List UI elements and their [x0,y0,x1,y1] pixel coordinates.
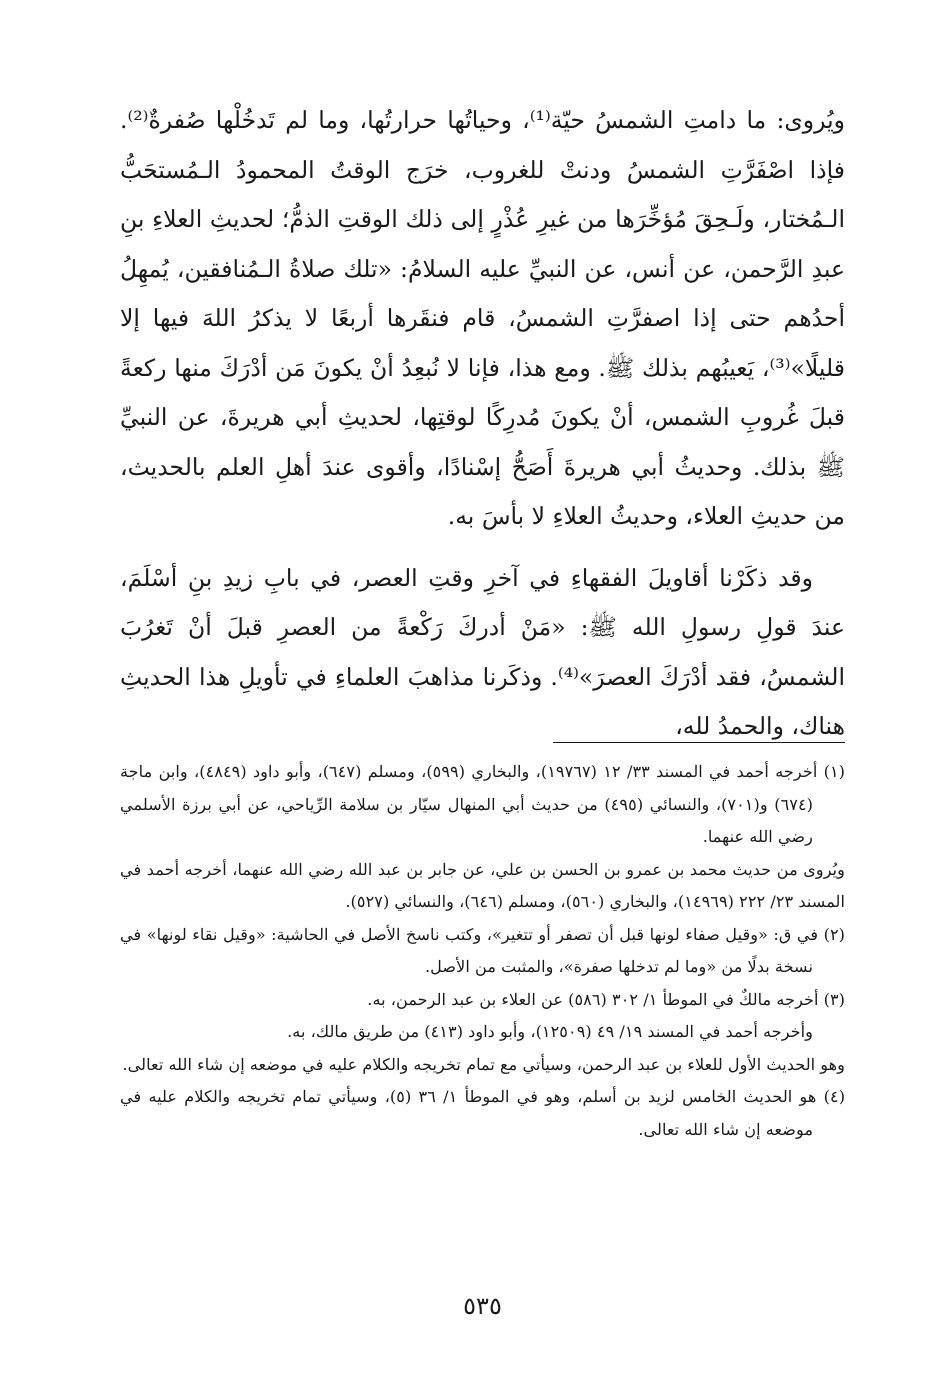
main-text [120,96,845,752]
main-paragraph-2: وقد ذكَرْنا أقاويلَ الفقهاءِ في آخرِ وقتِ العصر، في بابِ زيدِ بنِ أسْلَمَ، عندَ قولِ رسولِ الله ﷺ: «مَنْ أدركَ رَكْعةً من العصرِ قبلَ أنْ تَغرُبَ الشمسُ، فقد أدْرَكَ العصرَ»⁽⁴⁾. وذكَرنا مذاهبَ العلماءِ في تأويلِ هذا الحديثِ هناك، والحمدُ لله، [120,563,845,740]
footnotes [120,756,845,1146]
footnote-1: (١) أخرجه أحمد في المسند ٣٣/ ١٢ (١٩٧٦٧)، والبخاري (٥٩٩)، ومسلم (٦٤٧)، وأبو داود (٤٨٤٩)، وابن ماجة (٦٧٤) و(٧٠١)، والنسائي (٤٩٥) من حديث أبي المنهال سيّار بن سلامة الرِّياحي، عن أبي برزة الأسلمي رضي الله عنهما. [120,762,845,846]
footnote-3-continuation-1: وأخرجه أحمد في المسند ١٩/ ٤٩ (١٢٥٠٩)، وأبو داود (٤١٣) من طريق مالك، به. [287,1022,813,1041]
page-number: ٥٣٥ [463,1292,502,1320]
footnote-1-continuation: ويُروى من حديث محمد بن عمرو بن الحسن بن علي، عن جابر بن عبد الله رضي الله عنهما، أخرجه أحمد في المسند ٢٣/ ٢٢٢ (١٤٩٦٩)، والبخاري (٥٦٠)، ومسلم (٦٤٦)، والنسائي (٥٢٧). [120,859,845,911]
book-page [120,96,845,1346]
main-paragraph-1: ويُروى: ما دامتِ الشمسُ حيّة⁽¹⁾، وحياتُها حرارتُها، وما لم تَدخُلْها صُفرةٌ⁽²⁾. فإذا اصْفَرَّتِ الشمسُ ودنتْ للغروب، خرَج الوقتُ المحمودُ الـمُستحَبُّ الـمُختار، ولَـحِقَ مُؤخِّرَها من غيرِ عُذْرٍ إلى ذلك الوقتِ الذمُّ؛ لحديثِ العلاءِ بنِ عبدِ الرَّحمن، عن أنس، عن النبيِّ عليه السلامُ: «تلك صلاةُ الـمُنافقين، يُمهِلُ أحدُهم حتى إذا اصفرَّتِ الشمسُ، قام فنقَرها أربعًا لا يذكرُ اللهَ فيها إلا قليلًا»⁽³⁾، يَعيبُهم بذلك ﷺ. ومع هذا، فإنا لا نُبعِدُ أنْ يكونَ مَن أدْرَكَ منها ركعةً قبلَ غُروبِ الشمس، أنْ يكونَ مُدرِكًا لوقتِها، لحديثِ أبي هريرةَ، عن النبيِّ ﷺ بذلك. وحديثُ أبي هريرةَ أَصَحُّ إسْنادًا، وأقوى عندَ أهلِ العلم بالحديث، من حديثِ العلاء، وحديثُ العلاءِ لا بأسَ به. [120,106,845,530]
footnote-3: (٣) أخرجه مالكٌ في الموطأ ١/ ٣٠٢ (٥٨٦) عن العلاء بن عبد الرحمن، به. [367,989,845,1009]
footnote-4: (٤) هو الحديث الخامس لزيد بن أسلم، وهو في الموطأ ١/ ٣٦ (٥)، وسيأتي تمام تخريجه والكلام عليه في موضعه إن شاء الله تعالى. [120,1087,846,1139]
footnote-3-continuation-2: وهو الحديث الأول للعلاء بن عبد الرحمن، وسيأتي مع تمام تخريجه والكلام عليه في موضعه إن شاء الله تعالى. [122,1054,845,1074]
footnote-separator [553,742,845,743]
footnote-2: (٢) في ق: «وقيل صفاء لونها قبل أن تصفر أو تتغير»، وكتب ناسخ الأصل في الحاشية: «وقيل نقاء لونها» في نسخة بدلًا من «وما لم تدخلها صفرة»، والمثبت من الأصل. [120,924,845,976]
